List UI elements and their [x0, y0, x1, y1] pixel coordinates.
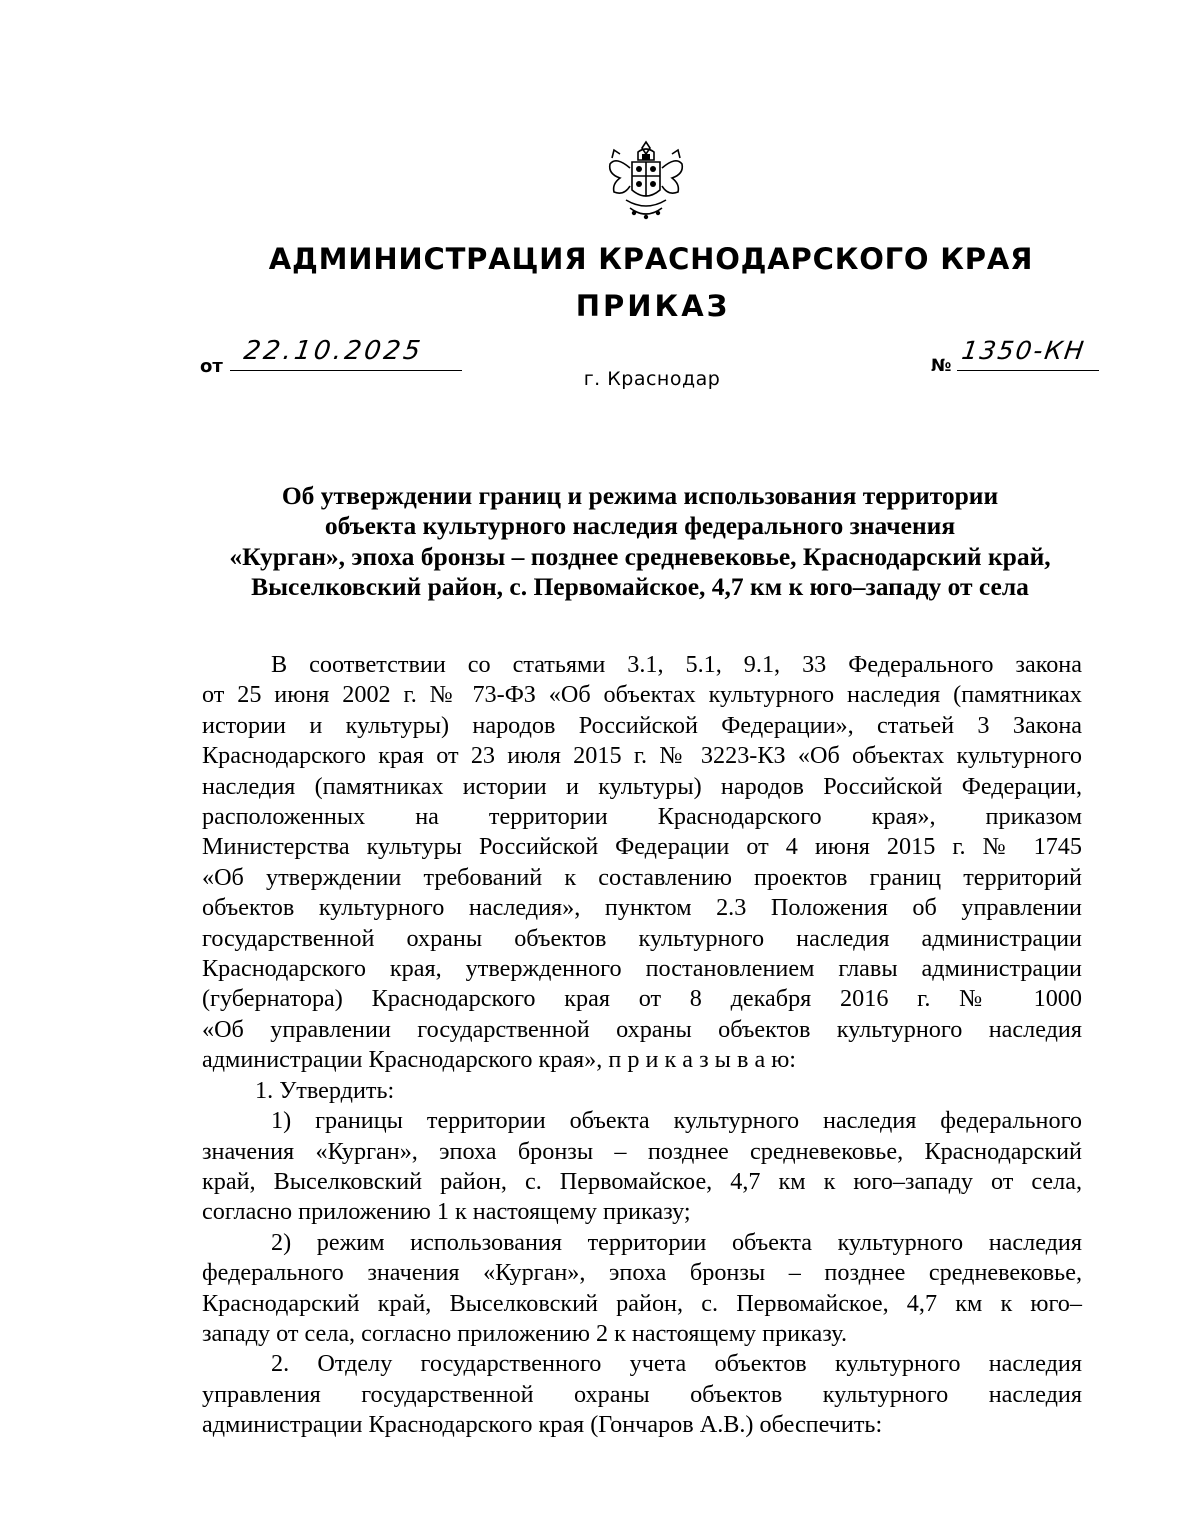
coat-of-arms-icon [604, 138, 688, 224]
body-line: «Об утверждении требований к составлению проектов границ территорий [202, 863, 1082, 891]
body-line: край, Выселковский район, с. Первомайское, 4,7 км к юго–западу от села, [202, 1167, 1082, 1195]
body-line: В соответствии со статьями 3.1, 5.1, 9.1, 33 Федерального закона [271, 651, 1082, 678]
body-line: объектов культурного наследия», пунктом 2.3 Положения об управлении [202, 894, 1082, 922]
number-handwritten: 1350-КН [959, 336, 1088, 365]
body-line: согласно приложению 1 к настоящему приказу; [202, 1198, 691, 1226]
title-line: объекта культурного наследия федерального значения [324, 511, 956, 541]
body-line: расположенных на территории Краснодарского края», приказом [202, 803, 1082, 831]
body-line: истории и культуры) народов Российской Федерации», статьей 3 Закона [202, 711, 1082, 739]
document-type: ПРИКАЗ [575, 289, 731, 323]
body-line: администрации Краснодарского края», п р и к а з ы в а ю: [202, 1046, 797, 1074]
body-line: значения «Курган», эпоха бронзы – позднее средневековье, Краснодарский [202, 1137, 1082, 1165]
body-line: от 25 июня 2002 г. № 73-ФЗ «Об объектах культурного наследия (памятниках [202, 681, 1082, 709]
number-prefix: № [931, 356, 952, 376]
body-line: федерального значения «Курган», эпоха бронзы – позднее средневековье, [202, 1259, 1082, 1287]
city: г. Краснодар [583, 368, 721, 390]
body-line: управления государственной охраны объектов культурного наследия [202, 1380, 1082, 1408]
body-line: 1. Утвердить: [255, 1076, 395, 1104]
body-line: государственной охраны объектов культурного наследия администрации [202, 924, 1082, 952]
date-prefix: от [200, 356, 223, 377]
body-line: Министерства культуры Российской Федерации от 4 июня 2015 г. № 1745 [202, 833, 1082, 861]
body-line: Краснодарский край, Выселковский район, с. Первомайское, 4,7 км к юго– [202, 1289, 1082, 1317]
title-line: Об утверждении границ и режима использования территории [281, 481, 999, 510]
body-line: 1) границы территории объекта культурного наследия федерального [271, 1107, 1082, 1135]
document-title [200, 481, 1080, 602]
title-line: «Курган», эпоха бронзы – позднее средневековье, Краснодарский край, [229, 541, 1051, 571]
body-line: 2. Отделу государственного учета объектов культурного наследия [271, 1350, 1082, 1378]
body-line: 2) режим использования территории объекта культурного наследия [271, 1228, 1082, 1256]
title-line: Выселковский район, с. Первомайское, 4,7 км к юго–западу от села [251, 571, 1029, 601]
document-body [202, 650, 1082, 1441]
body-line: администрации Краснодарского края (Гончаров А.В.) обеспечить: [202, 1411, 883, 1439]
date-handwritten: 22.10.2025 [241, 336, 425, 366]
body-line: Краснодарского края от 23 июля 2015 г. № 3223-КЗ «Об объектах культурного [202, 742, 1082, 770]
body-line: наследия (памятниках истории и культуры) народов Российской Федерации, [202, 772, 1082, 800]
body-line: Краснодарского края, утвержденного постановлением главы администрации [202, 955, 1082, 983]
organization-name: АДМИНИСТРАЦИЯ КРАСНОДАРСКОГО КРАЯ [268, 242, 1034, 276]
body-line: западу от села, согласно приложению 2 к настоящему приказу. [202, 1319, 848, 1347]
body-line: (губернатора) Краснодарского края от 8 декабря 2016 г. № 1000 [202, 985, 1082, 1013]
body-line: «Об управлении государственной охраны объектов культурного наследия [202, 1015, 1082, 1043]
